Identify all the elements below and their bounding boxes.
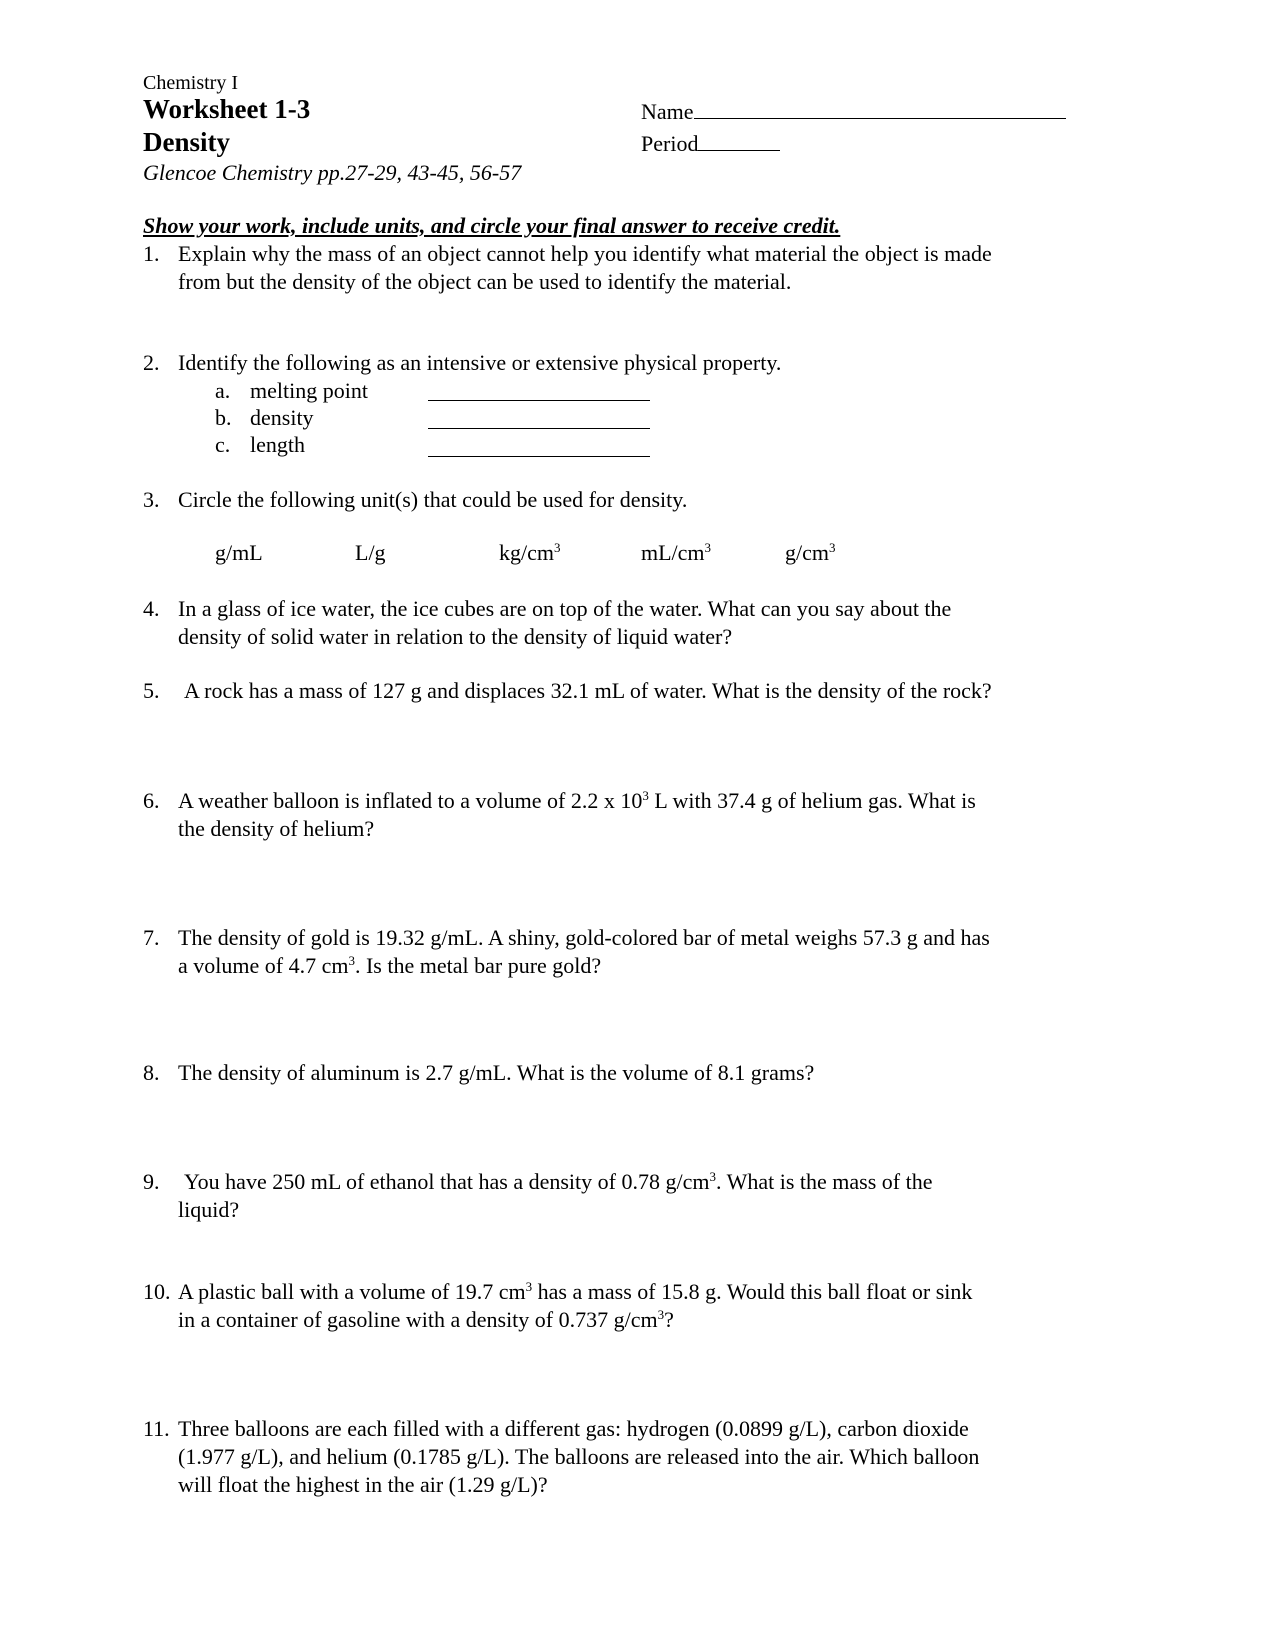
sub-item-letter: b. (215, 405, 232, 430)
question-text-line: A weather balloon is inflated to a volume of 2.2 x $10^3$ L with 37.4 g of helium gas. What is (178, 788, 976, 813)
worksheet-topic: Density (143, 127, 230, 157)
sub-item-text: density (250, 405, 314, 430)
question-number: 8. (143, 1060, 160, 1085)
question-text-line: a volume of 4.7 $cm^3$. Is the metal bar pure gold? (178, 953, 602, 978)
question-number: 5. (143, 678, 160, 703)
period-blank-line[interactable] (698, 132, 780, 151)
question-text-line: Three balloons are each filled with a different gas: hydrogen (0.0899 g/L), carbon dioxide (178, 1416, 969, 1441)
name-label: Name (641, 99, 694, 124)
question-number: 2. (143, 350, 160, 375)
question-text-line: The density of aluminum is 2.7 g/mL. What is the volume of 8.1 grams? (178, 1060, 815, 1085)
sub-item-letter: c. (215, 432, 231, 457)
question-text-line: in a container of gasoline with a density of 0.737 $g/cm^3$? (178, 1307, 674, 1332)
unit-option[interactable]: L/g (355, 540, 386, 565)
question-text-line: A rock has a mass of 127 g and displaces 32.1 mL of water. What is the density of the rock? (184, 678, 992, 703)
question-text-line: A plastic ball with a volume of 19.7 $cm^3$ has a mass of 15.8 g. Would this ball float or sink (178, 1279, 973, 1304)
unit-option[interactable]: g/mL (215, 540, 263, 565)
question-number: 11. (143, 1416, 170, 1441)
unit-option[interactable]: $mL/cm^3$ (641, 540, 712, 565)
question-number: 4. (143, 596, 160, 621)
period-field[interactable] (641, 131, 780, 157)
sub-item-text: melting point (250, 378, 368, 403)
question-number: 10. (143, 1279, 171, 1304)
question-text-line: the density of helium? (178, 816, 375, 841)
sub-item-text: length (250, 432, 305, 457)
answer-blank[interactable] (428, 428, 650, 429)
textbook-reference: Glencoe Chemistry pp.27-29, 43-45, 56-57 (143, 160, 522, 185)
name-blank-line[interactable] (694, 100, 1066, 119)
question-number: 7. (143, 925, 160, 950)
question-text-line: In a glass of ice water, the ice cubes are on top of the water. What can you say about the (178, 596, 952, 621)
question-text-line: liquid? (178, 1197, 240, 1222)
question-number: 3. (143, 487, 160, 512)
question-text-line: Circle the following unit(s) that could be used for density. (178, 487, 688, 512)
worksheet-title: Worksheet 1-3 (143, 94, 311, 124)
question-text-line: (1.977 g/L), and helium (0.1785 g/L). The balloons are released into the air. Which balloon (178, 1444, 980, 1469)
question-number: 6. (143, 788, 160, 813)
question-number: 9. (143, 1169, 160, 1194)
name-field[interactable] (641, 99, 1066, 125)
period-label: Period (641, 131, 699, 156)
course-label: Chemistry I (143, 72, 238, 94)
question-text-line: density of solid water in relation to the density of liquid water? (178, 624, 733, 649)
question-text-line: Identify the following as an intensive or extensive physical property. (178, 350, 782, 375)
question-number: 1. (143, 241, 160, 266)
answer-blank[interactable] (428, 400, 650, 401)
question-text-line: The density of gold is 19.32 g/mL. A shiny, gold-colored bar of metal weighs 57.3 g and has (178, 925, 990, 950)
question-text-line: You have 250 mL of ethanol that has a density of 0.78 $g/cm^3$. What is the mass of the (184, 1169, 933, 1194)
instructions: Show your work, include units, and circle your final answer to receive credit. (143, 213, 841, 238)
unit-option[interactable]: $g/cm^3$ (785, 540, 836, 565)
question-text-line: from but the density of the object can be used to identify the material. (178, 269, 792, 294)
unit-option[interactable]: $kg/cm^3$ (499, 540, 561, 565)
question-text-line: will float the highest in the air (1.29 g/L)? (178, 1472, 548, 1497)
sub-item-letter: a. (215, 378, 231, 403)
answer-blank[interactable] (428, 456, 650, 457)
question-text-line: Explain why the mass of an object cannot help you identify what material the object is made (178, 241, 992, 266)
